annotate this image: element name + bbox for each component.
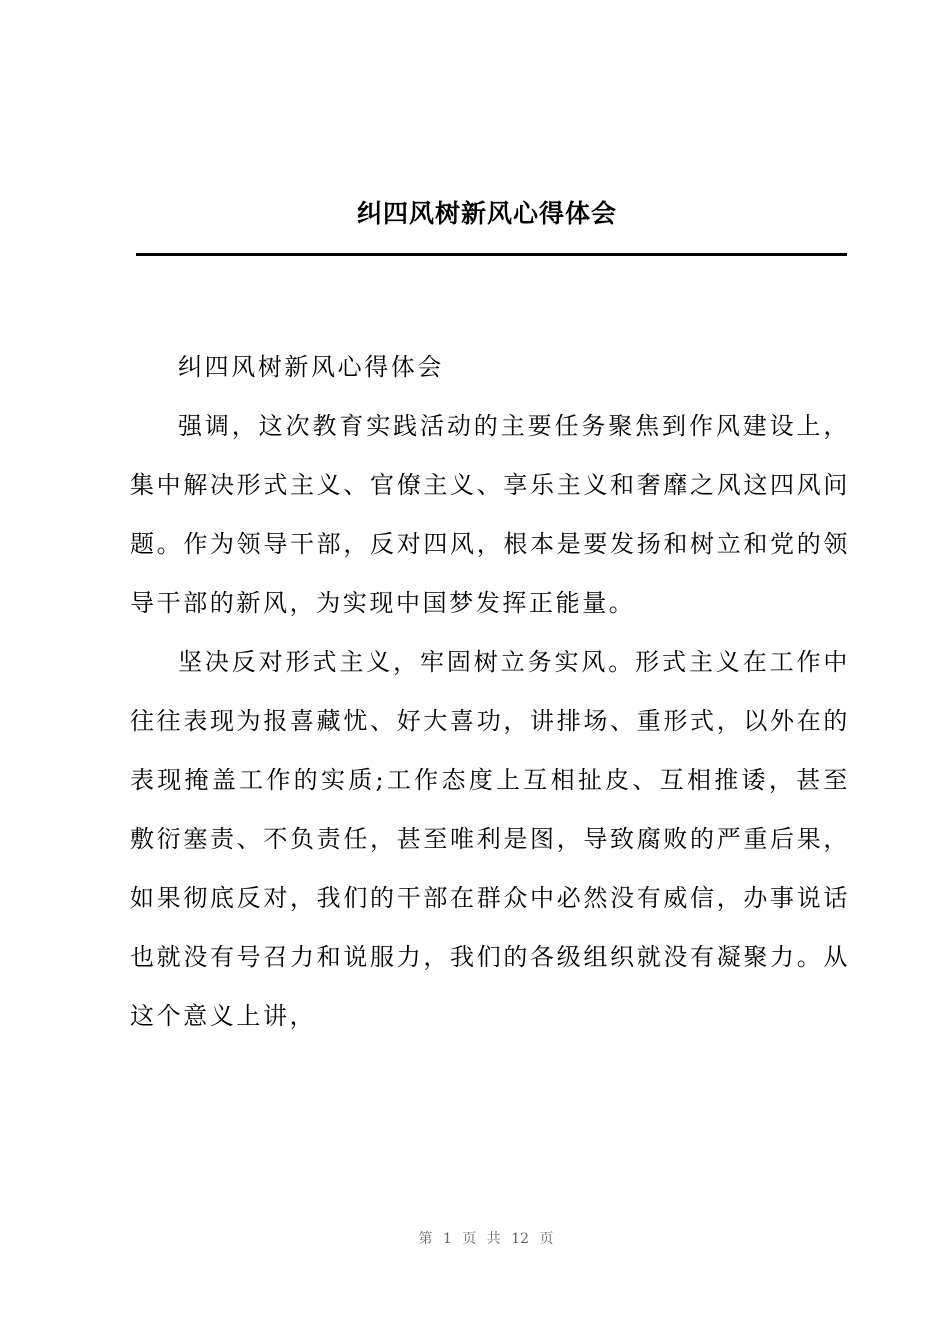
paragraph-heading: 纠四风树新风心得体会	[178, 353, 444, 381]
page-number-footer: 第 1 页 共 12 页	[418, 1231, 554, 1247]
document-body	[130, 338, 850, 1046]
title-divider	[136, 253, 847, 256]
document-title: 纠四风树新风心得体会	[356, 199, 617, 228]
paragraph-formalism: 坚决反对形式主义，牢固树立务实风。形式主义在工作中往往表现为报喜藏忧、好大喜功，讲排场、重形式，以外在的表现掩盖工作的实质;工作态度上互相扯皮、互相推诿，甚至敷衍塞责、不负责任，甚至唯利是图，导致腐败的严重后果，如果彻底反对，我们的干部在群众中必然没有威信，办事说话也就没有号召力和说服力，我们的各级组织就没有凝聚力。从这个意义上讲，	[130, 648, 850, 1030]
paragraph-intro: 强调，这次教育实践活动的主要任务聚焦到作风建设上，集中解决形式主义、官僚主义、享乐主义和奢靡之风这四风问题。作为领导干部，反对四风，根本是要发扬和树立和党的领导干部的新风，为实现中国梦发挥正能量。	[130, 412, 850, 617]
